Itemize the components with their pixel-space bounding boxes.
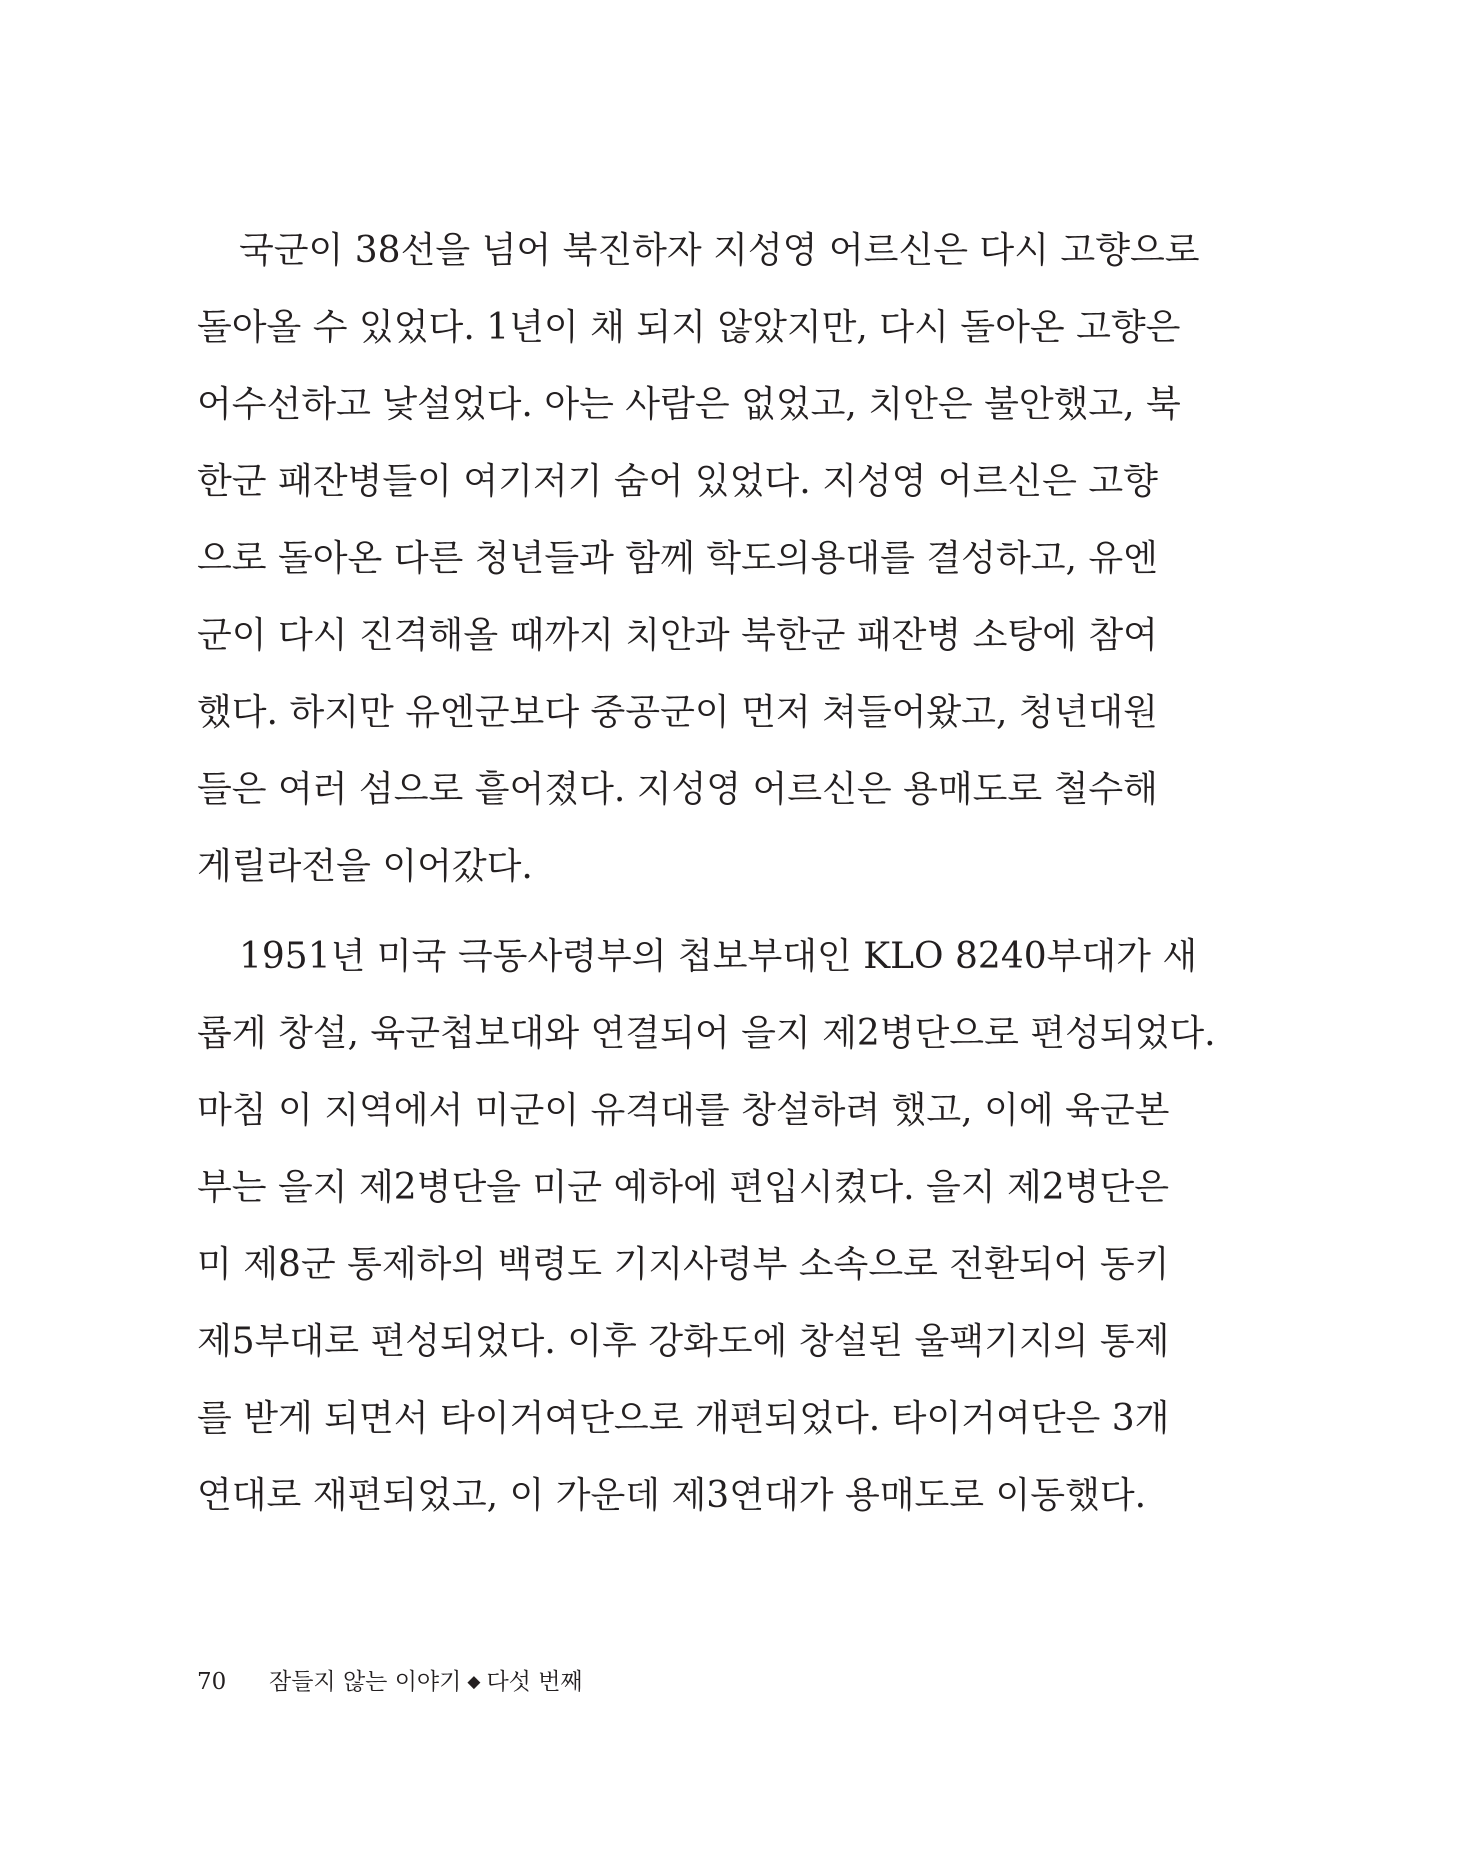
text-line: 게릴라전을 이어갔다.	[197, 846, 533, 887]
text-line: 들은 여러 섬으로 흩어졌다. 지성영 어르신은 용매도로 철수해	[197, 769, 1158, 810]
text-line: 연대로 재편되었고, 이 가운데 제3연대가 용매도로 이동했다.	[197, 1475, 1147, 1516]
text-line: 부는 을지 제2병단을 미군 예하에 편입시켰다. 을지 제2병단은	[197, 1167, 1169, 1208]
text-line: 를 받게 되면서 타이거여단으로 개편되었다. 타이거여단은 3개	[197, 1398, 1170, 1439]
text-line: 미 제8군 통제하의 백령도 기지사령부 소속으로 전환되어 동키	[197, 1244, 1170, 1285]
text-line: 했다. 하지만 유엔군보다 중공군이 먼저 쳐들어왔고, 청년대원	[197, 692, 1158, 733]
text-line: 어수선하고 낯설었다. 아는 사람은 없었고, 치안은 불안했고, 북	[197, 384, 1181, 425]
paragraph-1	[197, 212, 1200, 905]
page-footer	[197, 1667, 583, 1697]
volume-label: 다섯 번째	[486, 1669, 583, 1695]
page-number: 70	[197, 1669, 227, 1695]
text-line: 제5부대로 편성되었다. 이후 강화도에 창설된 울팩기지의 통제	[197, 1321, 1170, 1362]
text-line: 국군이 38선을 넘어 북진하자 지성영 어르신은 다시 고향으로	[239, 230, 1200, 271]
diamond-separator-icon: ◆	[467, 1672, 481, 1692]
text-line: 한군 패잔병들이 여기저기 숨어 있었다. 지성영 어르신은 고향	[197, 461, 1158, 502]
text-line: 군이 다시 진격해올 때까지 치안과 북한군 패잔병 소탕에 참여	[197, 615, 1158, 656]
book-title: 잠들지 않는 이야기	[269, 1669, 462, 1695]
text-line: 롭게 창설, 육군첩보대와 연결되어 을지 제2병단으로 편성되었다.	[197, 1013, 1216, 1054]
text-line: 1951년 미국 극동사령부의 첩보부대인 KLO 8240부대가 새	[239, 936, 1198, 977]
text-line: 마침 이 지역에서 미군이 유격대를 창설하려 했고, 이에 육군본	[197, 1090, 1170, 1131]
text-line: 으로 돌아온 다른 청년들과 함께 학도의용대를 결성하고, 유엔	[197, 538, 1158, 579]
text-line: 돌아올 수 있었다. 1년이 채 되지 않았지만, 다시 돌아온 고향은	[197, 307, 1181, 348]
paragraph-2	[197, 918, 1216, 1534]
